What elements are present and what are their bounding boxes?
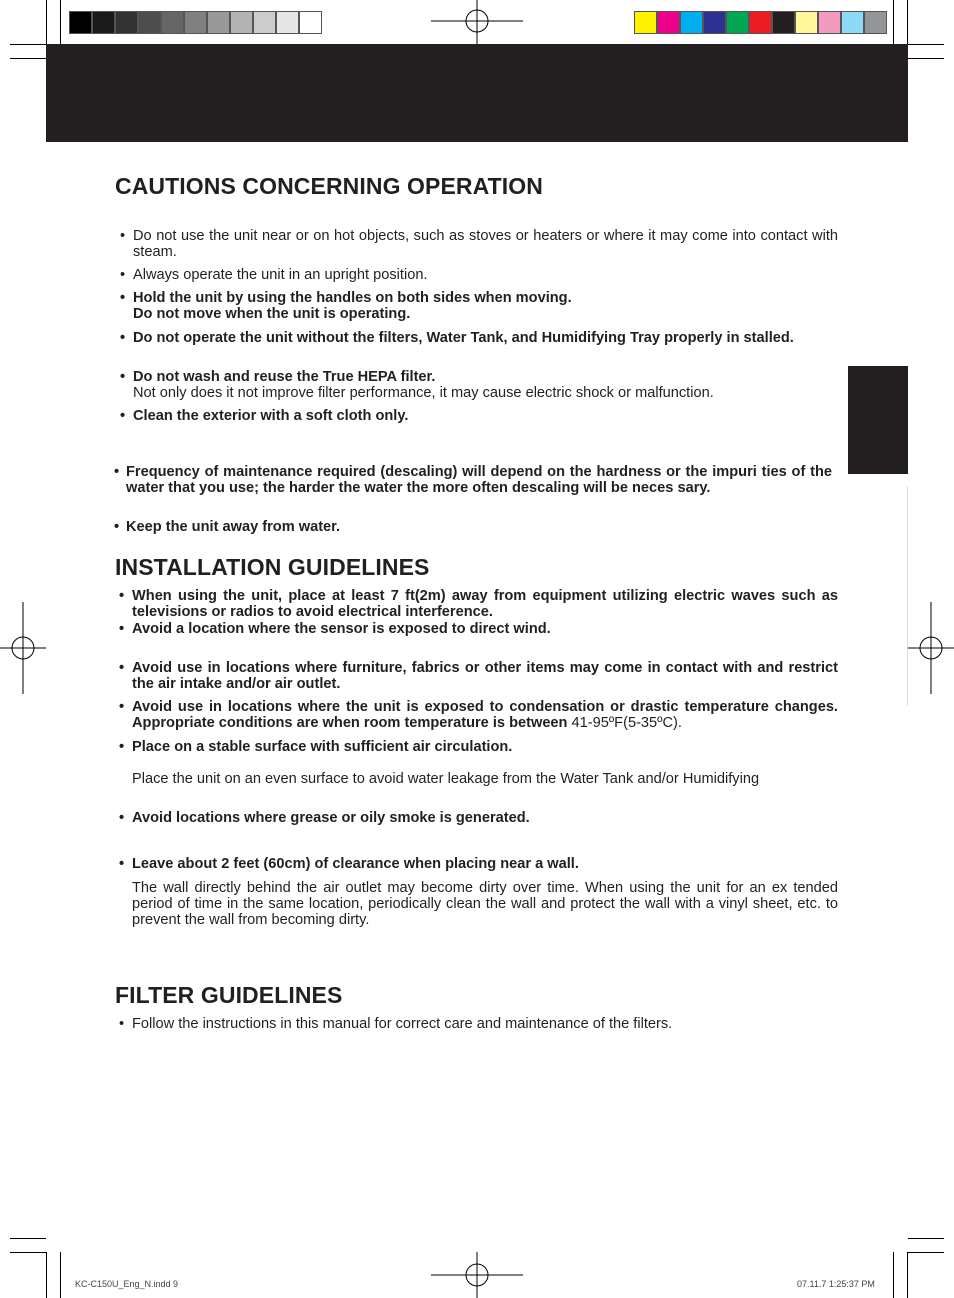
caution-extra-item: • Frequency of maintenance required (descaling) will depend on the hardness or the impuri ties of the water that you use; the harder the water the more often descaling will be neces sary.	[114, 464, 832, 496]
grayscale-swatch-bar	[69, 11, 322, 34]
swatch	[841, 11, 864, 34]
registration-mark-top	[431, 0, 523, 44]
crop-mark	[908, 1238, 944, 1239]
crop-mark	[893, 1252, 894, 1298]
crop-mark	[60, 1252, 61, 1298]
bullet: •	[119, 699, 125, 715]
crop-mark	[907, 0, 908, 44]
crop-mark	[908, 58, 944, 59]
swatch	[703, 11, 726, 34]
bullet: •	[120, 330, 126, 346]
footer-timestamp: 07.11.7 1:25:37 PM	[797, 1279, 875, 1289]
swatch	[726, 11, 749, 34]
swatch	[253, 11, 276, 34]
caution-item: • Do not operate the unit without the filters, Water Tank, and Humidifying Tray properly in stalled.	[120, 330, 794, 346]
caution-item: • Do not use the unit near or on hot objects, such as stoves or heaters or where it may come into contact with steam.	[120, 228, 838, 260]
swatch	[184, 11, 207, 34]
bullet: •	[120, 408, 126, 424]
caution-item: • Hold the unit by using the handles on both sides when moving. Do not move when the unit is operating.	[120, 290, 572, 322]
caution-item: • Do not wash and reuse the True HEPA filter. Not only does it not improve filter performance, it may cause electric shock or malfunction.	[120, 369, 714, 401]
bullet: •	[120, 290, 126, 306]
registration-mark-right	[908, 602, 954, 694]
crop-mark	[46, 0, 47, 44]
bullet: •	[120, 228, 126, 244]
swatch	[772, 11, 795, 34]
crop-mark	[60, 0, 61, 44]
swatch	[795, 11, 818, 34]
crop-mark	[10, 1238, 46, 1239]
swatch	[299, 11, 322, 34]
swatch	[864, 11, 887, 34]
filter-item: • Follow the instructions in this manual for correct care and maintenance of the filters.	[119, 1016, 673, 1032]
bullet: •	[120, 369, 126, 385]
swatch	[276, 11, 299, 34]
swatch	[207, 11, 230, 34]
caution-item: • Always operate the unit in an upright position.	[120, 267, 428, 283]
filter-title: FILTER GUIDELINES	[115, 982, 343, 1008]
crop-mark	[908, 1252, 944, 1253]
crop-mark	[10, 58, 46, 59]
header-bar	[46, 44, 908, 142]
bullet: •	[119, 621, 125, 637]
registration-mark-bottom	[431, 1252, 523, 1298]
caution-extra-item: • Keep the unit away from water.	[114, 519, 341, 535]
bullet: •	[119, 739, 125, 755]
installation-item: • Place on a stable surface with sufficient air circulation.	[119, 739, 513, 755]
installation-title: INSTALLATION GUIDELINES	[115, 554, 430, 580]
color-swatch-bar	[634, 11, 887, 34]
installation-item: • Avoid locations where grease or oily smoke is generated.	[119, 810, 530, 826]
bullet: •	[114, 519, 120, 535]
swatch	[115, 11, 138, 34]
swatch	[138, 11, 161, 34]
bullet: •	[119, 588, 125, 604]
crop-mark	[908, 44, 944, 45]
installation-item: • Avoid a location where the sensor is exposed to direct wind.	[119, 621, 551, 637]
bullet: •	[119, 856, 125, 872]
installation-item: • Avoid use in locations where the unit is exposed to condensation or drastic temperature changes. Appropriate conditions are when room temperature is between 41-95ºF(5-35ºC).	[119, 699, 838, 731]
crop-mark	[10, 44, 46, 45]
side-rule	[907, 486, 908, 706]
crop-mark	[10, 1252, 46, 1253]
side-tab	[848, 366, 908, 474]
swatch	[69, 11, 92, 34]
installation-item: • When using the unit, place at least 7 ft(2m) away from equipment utilizing electric waves such as televisions or radios to avoid electrical interference.	[119, 588, 838, 620]
swatch	[230, 11, 253, 34]
crop-mark	[907, 1252, 908, 1298]
swatch	[749, 11, 772, 34]
swatch	[657, 11, 680, 34]
installation-note: The wall directly behind the air outlet may become dirty over time. When using the unit for an ex tended period of time in the same location, periodically clean the wall and protect the wall with a vinyl sheet, etc. to prevent the wall from becoming dirty.	[132, 880, 838, 928]
crop-mark	[893, 0, 894, 44]
swatch	[634, 11, 657, 34]
cautions-title: CAUTIONS CONCERNING OPERATION	[115, 173, 543, 199]
installation-note: Place the unit on an even surface to avoid water leakage from the Water Tank and/or Humidifying	[132, 771, 760, 787]
swatch	[92, 11, 115, 34]
bullet: •	[114, 464, 120, 480]
bullet: •	[119, 660, 125, 676]
swatch	[818, 11, 841, 34]
swatch	[161, 11, 184, 34]
bullet: •	[119, 810, 125, 826]
swatch	[680, 11, 703, 34]
footer-file-name: KC-C150U_Eng_N.indd 9	[75, 1279, 179, 1289]
crop-mark	[46, 1252, 47, 1298]
bullet: •	[119, 1016, 125, 1032]
bullet: •	[120, 267, 126, 283]
installation-item: • Avoid use in locations where furniture, fabrics or other items may come in contact with and restrict the air intake and/or air outlet.	[119, 660, 838, 692]
caution-item: • Clean the exterior with a soft cloth only.	[120, 408, 409, 424]
registration-mark-left	[0, 602, 46, 694]
installation-item: • Leave about 2 feet (60cm) of clearance when placing near a wall.	[119, 856, 579, 872]
